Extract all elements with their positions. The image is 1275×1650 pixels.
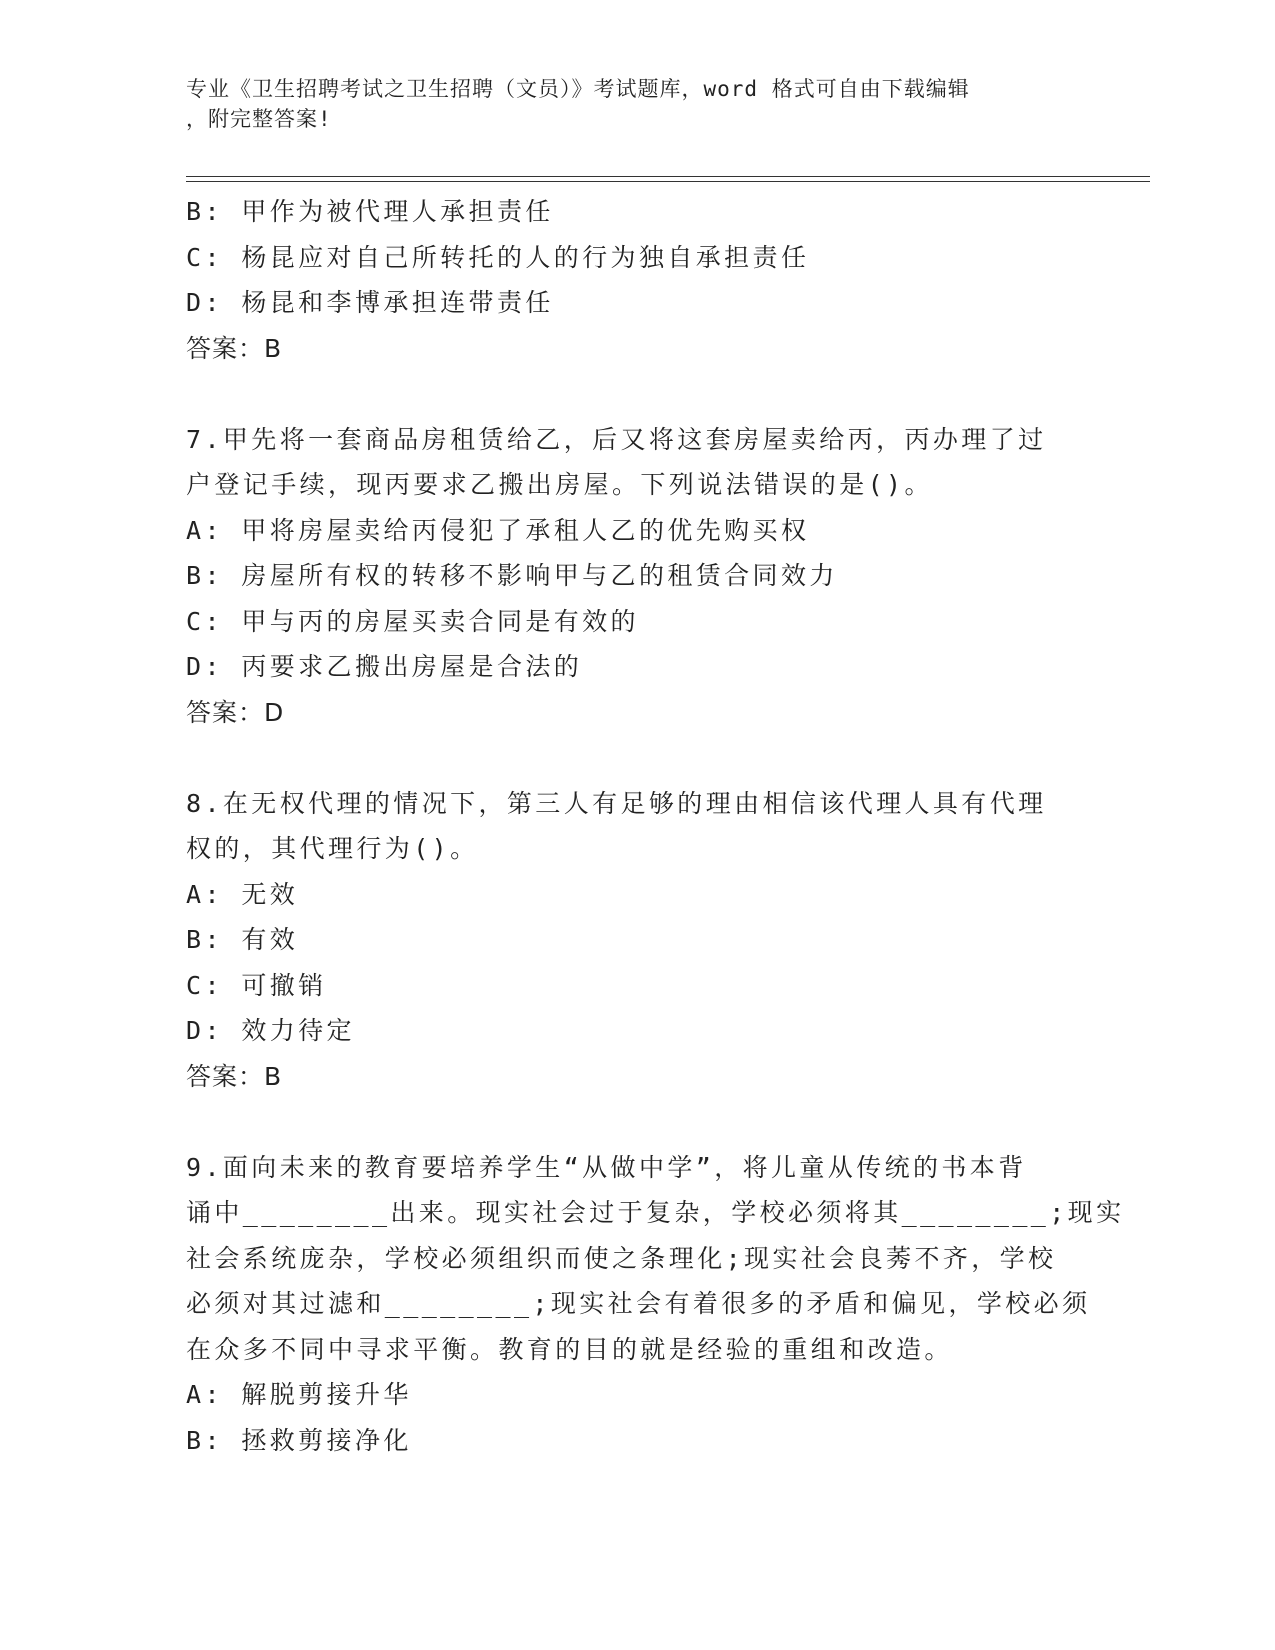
option-d: D: 效力待定: [186, 1016, 355, 1045]
option-c: C: 甲与丙的房屋买卖合同是有效的: [186, 606, 639, 636]
option-b: B: 房屋所有权的转移不影响甲与乙的租赁合同效力: [186, 561, 838, 590]
question-7-block: [186, 417, 1086, 736]
answer-line: 答案：D: [186, 697, 285, 727]
option-a: A: 解脱剪接升华: [186, 1380, 412, 1409]
option-b: B: 甲作为被代理人承担责任: [186, 197, 554, 226]
question-text-line: 社会系统庞杂，学校必须组织而使之条理化;现实社会良莠不齐，学校: [186, 1243, 1057, 1273]
option-b: B: 拯救剪接净化: [186, 1425, 412, 1455]
option-c: C: 可撤销: [186, 970, 327, 1000]
question-text-line: 在众多不同中寻求平衡。教育的目的就是经验的重组和改造。: [186, 1334, 953, 1364]
question-text-line: 诵中________出来。现实社会过于复杂，学校必须将其________;现实: [186, 1198, 1125, 1227]
question-text-line: 户登记手续，现丙要求乙搬出房屋。下列说法错误的是()。: [186, 470, 933, 499]
question-text-line: 7.甲先将一套商品房租赁给乙，后又将这套房屋卖给丙，丙办理了过: [186, 424, 1047, 454]
question-text-line: 权的，其代理行为()。: [186, 834, 479, 863]
question-9-block: [186, 1145, 1125, 1464]
option-d: D: 杨昆和李博承担连带责任: [186, 288, 554, 317]
document-header: [186, 74, 1066, 134]
option-d: D: 丙要求乙搬出房屋是合法的: [186, 652, 583, 681]
spacer: [186, 1099, 1086, 1145]
header-line-1: 专业《卫生招聘考试之卫生招聘（文员）》考试题库，word 格式可自由下载编辑: [186, 77, 970, 101]
option-a: A: 甲将房屋卖给丙侵犯了承租人乙的优先购买权: [186, 515, 810, 545]
question-text-line: 必须对其过滤和________;现实社会有着很多的矛盾和偏见，学校必须: [186, 1289, 1091, 1318]
spacer: [186, 371, 1086, 417]
spacer: [186, 735, 1086, 781]
option-c: C: 杨昆应对自己所转托的人的行为独自承担责任: [186, 242, 810, 272]
header-line-2: ，附完整答案!: [186, 107, 332, 131]
question-text-line: 9.面向未来的教育要培养学生“从做中学”，将儿童从传统的书本背: [186, 1152, 1027, 1182]
option-b: B: 有效: [186, 925, 299, 954]
answer-line: 答案：B: [186, 1061, 283, 1091]
question-content: [186, 189, 1125, 1463]
header-rule-top: [186, 176, 1150, 177]
header-rule-bottom: [186, 181, 1150, 182]
question-8-block: [186, 781, 1086, 1100]
question-text-line: 8.在无权代理的情况下，第三人有足够的理由相信该代理人具有代理: [186, 788, 1047, 818]
question-6-block: [186, 189, 1086, 371]
option-a: A: 无效: [186, 879, 299, 909]
answer-line: 答案：B: [186, 333, 283, 363]
